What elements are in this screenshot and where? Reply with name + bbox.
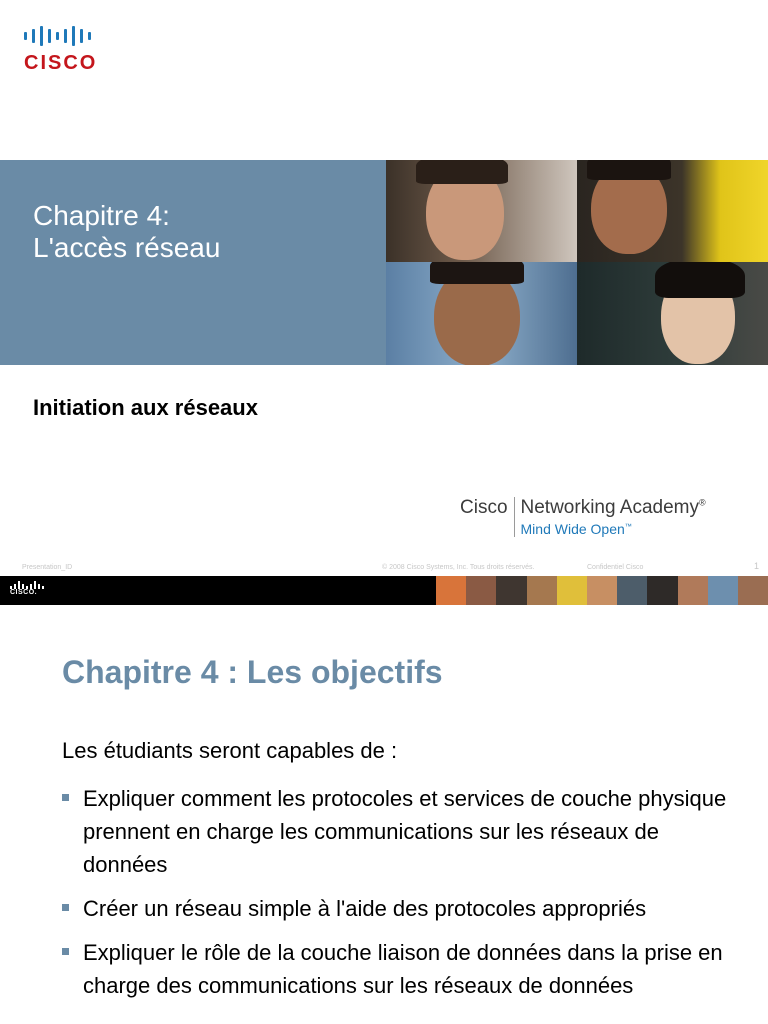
footer-cisco-word: CISCO.: [10, 589, 38, 596]
square-bullet-icon: [62, 948, 69, 955]
student-photo-2: [577, 160, 768, 262]
footer-cisco-logo: [10, 580, 44, 600]
objective-item: [62, 892, 742, 925]
footer-copyright: © 2008 Cisco Systems, Inc. Tous droits réservés.: [382, 564, 535, 571]
objective-text: Expliquer le rôle de la couche liaison de données dans la prise en charge des communications sur les réseaux de données: [83, 940, 723, 998]
student-photo-1: [386, 160, 577, 262]
networking-academy-logo: [460, 497, 750, 547]
academy-registered-mark: ®: [698, 497, 706, 508]
academy-tagline: Mind Wide Open: [520, 521, 625, 537]
academy-trademark: ™: [624, 523, 632, 531]
objectives-title: Chapitre 4 : Les objectifs: [62, 654, 443, 690]
square-bullet-icon: [62, 904, 69, 911]
student-photo-4: [577, 262, 768, 365]
academy-brand: Cisco: [460, 497, 508, 518]
footer-presentation-id: Presentation_ID: [22, 564, 73, 571]
objective-text: Expliquer comment les protocoles et services de couche physique prennent en charge les communications sur les réseaux de données: [83, 786, 727, 877]
page-number: 1: [754, 561, 760, 571]
slide-title-line1: Chapitre 4:: [33, 200, 170, 231]
slide-title-line2: L'accès réseau: [33, 232, 221, 263]
cisco-logo: [24, 24, 116, 76]
footer-photo-strip: [436, 576, 768, 605]
academy-name: Networking Academy: [520, 497, 699, 518]
slide-title: [33, 200, 373, 264]
student-photo-collage: [386, 160, 768, 365]
slide-subtitle: Initiation aux réseaux: [33, 395, 258, 420]
objective-text: Créer un réseau simple à l'aide des protocoles appropriés: [83, 896, 647, 921]
academy-separator: [514, 497, 515, 537]
cisco-logo-bars-icon: [24, 24, 116, 48]
footer-confidential: Confidentiel Cisco: [587, 564, 644, 571]
footer-cisco-bars-icon: [10, 580, 44, 589]
cisco-logo-word: CISCO: [24, 52, 98, 74]
square-bullet-icon: [62, 794, 69, 801]
objective-item: [62, 936, 742, 1002]
objective-item: [62, 782, 742, 881]
student-photo-3: [386, 262, 577, 365]
objectives-intro: Les étudiants seront capables de :: [62, 738, 398, 763]
